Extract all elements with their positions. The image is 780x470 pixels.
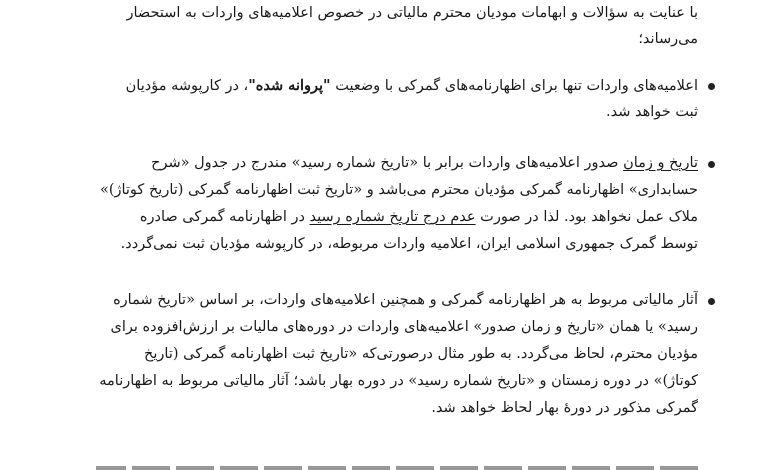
bullet-2-text-c: در اظهارنامه گمرکی صادره [139,209,310,225]
bullet-icon [708,161,715,168]
bullet-3-line-1: آثار مالیاتی مربوط به هر اظهارنامه گمرکی و همچنین اعلامیه‌های واردات، بر اساس «تاریخ شماره [113,292,698,308]
bullet-1-text-b: ، در کارپوشه مؤدیان [125,78,249,94]
cropped-text-line [96,466,698,470]
bullet-item-1 [96,72,698,126]
intro-line-2: می‌رساند؛ [638,31,698,47]
bullet-2-line-1 [96,150,698,177]
bullet-item-2 [96,150,698,258]
bullet-3-line-2: رسید» یا همان «تاریخ و زمان صدور» اعلامیه‌های واردات در دوره‌های مالیات بر ارزش‌افزوده برای [110,319,698,335]
bullet-item-4-cropped [96,456,698,470]
bullet-3-line-4: کوتاژ)» در دوره زمستان و «تاریخ شماره رسید» در دوره بهار باشد؛ آثار مالیاتی مربوط به اظهارنامه [99,373,698,389]
bullet-3-line-3: مؤدیان محترم، لحاظ می‌گردد. به طور مثال درصورتی‌که «تاریخ ثبت اظهارنامه گمرکی (تاریخ [144,346,698,362]
bullet-2-underlined-condition: عدم درج تاریخ شماره رسید [309,209,476,225]
intro-line-1: با عنایت به سؤالات و ابهامات مودیان محترم مالیاتی در خصوص اعلامیه‌های واردات به استحضار [126,5,698,21]
bullet-1-bold-status: "پروانه شده" [248,77,331,94]
bullet-icon [708,83,715,90]
bullet-1-text-a: اعلامیه‌های واردات تنها برای اظهارنامه‌های گمرکی با وضعیت [330,78,698,94]
bullet-1-line-1 [96,72,698,99]
intro-paragraph [90,0,698,52]
bullet-2-text-a: صدور اعلامیه‌های واردات برابر با «تاریخ شماره رسید» مندرج در جدول «شرح [151,155,624,171]
bullet-3-line-5: گمرکی مذکور در دورهٔ بهار لحاظ خواهد شد. [431,400,698,416]
bullet-2-line-4: توسط گمرک جمهوری اسلامی ایران، اعلامیه واردات مربوطه، در کارپوشه مؤدیان ثبت نمی‌گردد. [120,236,698,252]
bullet-icon [708,298,715,305]
bullet-1-line-2: ثبت خواهد شد. [606,104,698,120]
bullet-2-underlined-date: تاریخ و زمان [623,155,698,171]
bullet-2-text-b: ملاک عمل نخواهد بود. لذا در صورت [475,209,698,225]
bullet-item-3 [96,287,698,422]
bullet-2-line-3 [96,204,698,231]
bullet-2-line-2: حسابداری» اظهارنامه گمرکی مؤدیان محترم می‌باشد و «تاریخ ثبت اظهارنامه گمرکی (تاریخ کوتاژ)» [99,182,698,198]
